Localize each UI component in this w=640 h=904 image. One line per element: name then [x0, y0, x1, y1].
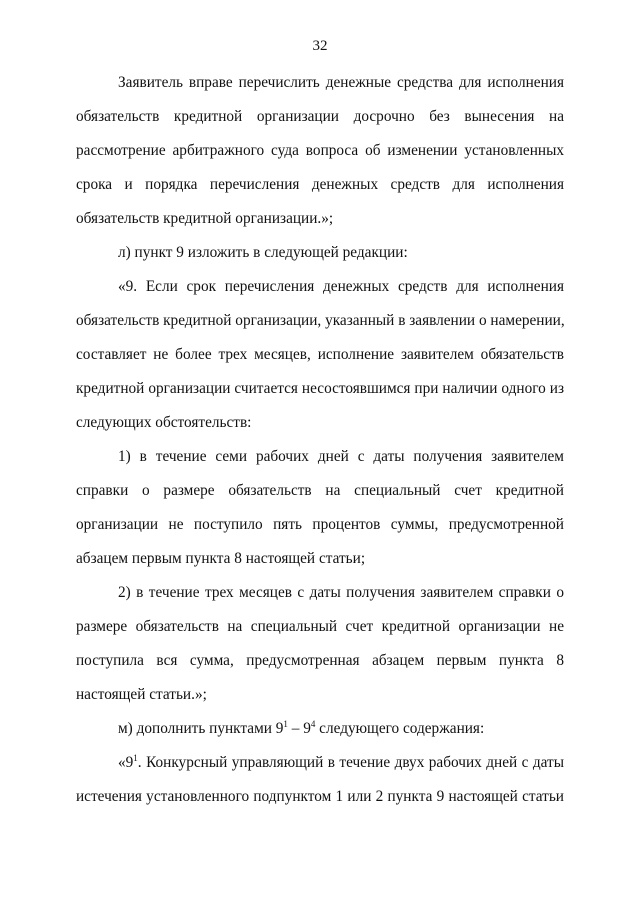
text-line: [76, 100, 564, 134]
text-line: [76, 372, 564, 406]
text-line: [76, 576, 564, 610]
text-line: [76, 236, 564, 270]
text-line: [76, 508, 564, 542]
text-segment: «9. Если срок перечисления денежных средств для исполнения: [118, 278, 564, 295]
text-segment: 1) в течение семи рабочих дней с даты получения заявителем: [118, 448, 564, 465]
text-segment: срока и порядка перечисления денежных средств для исполнения: [76, 176, 564, 193]
text-line: [76, 202, 564, 236]
superscript: 1: [283, 719, 288, 729]
text-segment: истечения установленного подпунктом 1 или 2 пункта 9 настоящей статьи: [76, 788, 564, 805]
body-text: [76, 66, 564, 814]
text-segment: . Конкурсный управляющий в течение двух рабочих дней с даты: [137, 754, 564, 771]
text-line: [76, 780, 564, 814]
text-line: [76, 644, 564, 678]
text-line: [76, 678, 564, 712]
text-segment: обязательств кредитной организации, указанный в заявлении о намерении,: [76, 312, 565, 329]
text-line: [76, 134, 564, 168]
text-segment: м) дополнить пунктами 9: [118, 720, 284, 737]
text-segment: Заявитель вправе перечислить денежные средства для исполнения: [118, 74, 564, 91]
text-segment: поступила вся сумма, предусмотренная абзацем первым пункта 8: [76, 652, 564, 669]
text-segment: л) пункт 9 изложить в следующей редакции:: [118, 244, 408, 261]
text-segment: «9: [118, 754, 134, 771]
text-line: [76, 542, 564, 576]
text-segment: абзацем первым пункта 8 настоящей статьи;: [76, 550, 366, 567]
text-segment: кредитной организации считается несостоявшимся при наличии одного из: [76, 380, 564, 397]
text-line: [76, 270, 564, 304]
text-segment: настоящей статьи.»;: [76, 686, 207, 703]
text-segment: справки о размере обязательств на специальный счет кредитной: [76, 482, 564, 499]
text-segment: составляет не более трех месяцев, исполнение заявителем обязательств: [76, 346, 564, 363]
text-line: [76, 746, 564, 780]
text-line: [76, 338, 564, 372]
text-segment: следующего содержания:: [315, 720, 485, 737]
text-segment: обязательств кредитной организации досрочно без вынесения на: [76, 108, 564, 125]
text-line: [76, 712, 564, 746]
text-line: [76, 304, 564, 338]
text-line: [76, 474, 564, 508]
text-line: [76, 406, 564, 440]
text-segment: размере обязательств на специальный счет кредитной организации не: [76, 618, 564, 635]
page-number: 32: [312, 38, 328, 54]
text-line: [76, 440, 564, 474]
text-line: [76, 168, 564, 202]
superscript: 1: [133, 753, 138, 763]
text-segment: организации не поступило пять процентов суммы, предусмотренной: [76, 516, 564, 533]
text-line: [76, 610, 564, 644]
text-segment: 2) в течение трех месяцев с даты получения заявителем справки о: [118, 584, 564, 601]
text-segment: рассмотрение арбитражного суда вопроса об изменении установленных: [76, 142, 564, 159]
text-segment: следующих обстоятельств:: [76, 414, 252, 431]
superscript: 4: [310, 719, 316, 729]
text-segment: – 9: [287, 720, 311, 737]
text-line: [76, 66, 564, 100]
text-segment: обязательств кредитной организации.»;: [76, 210, 334, 227]
